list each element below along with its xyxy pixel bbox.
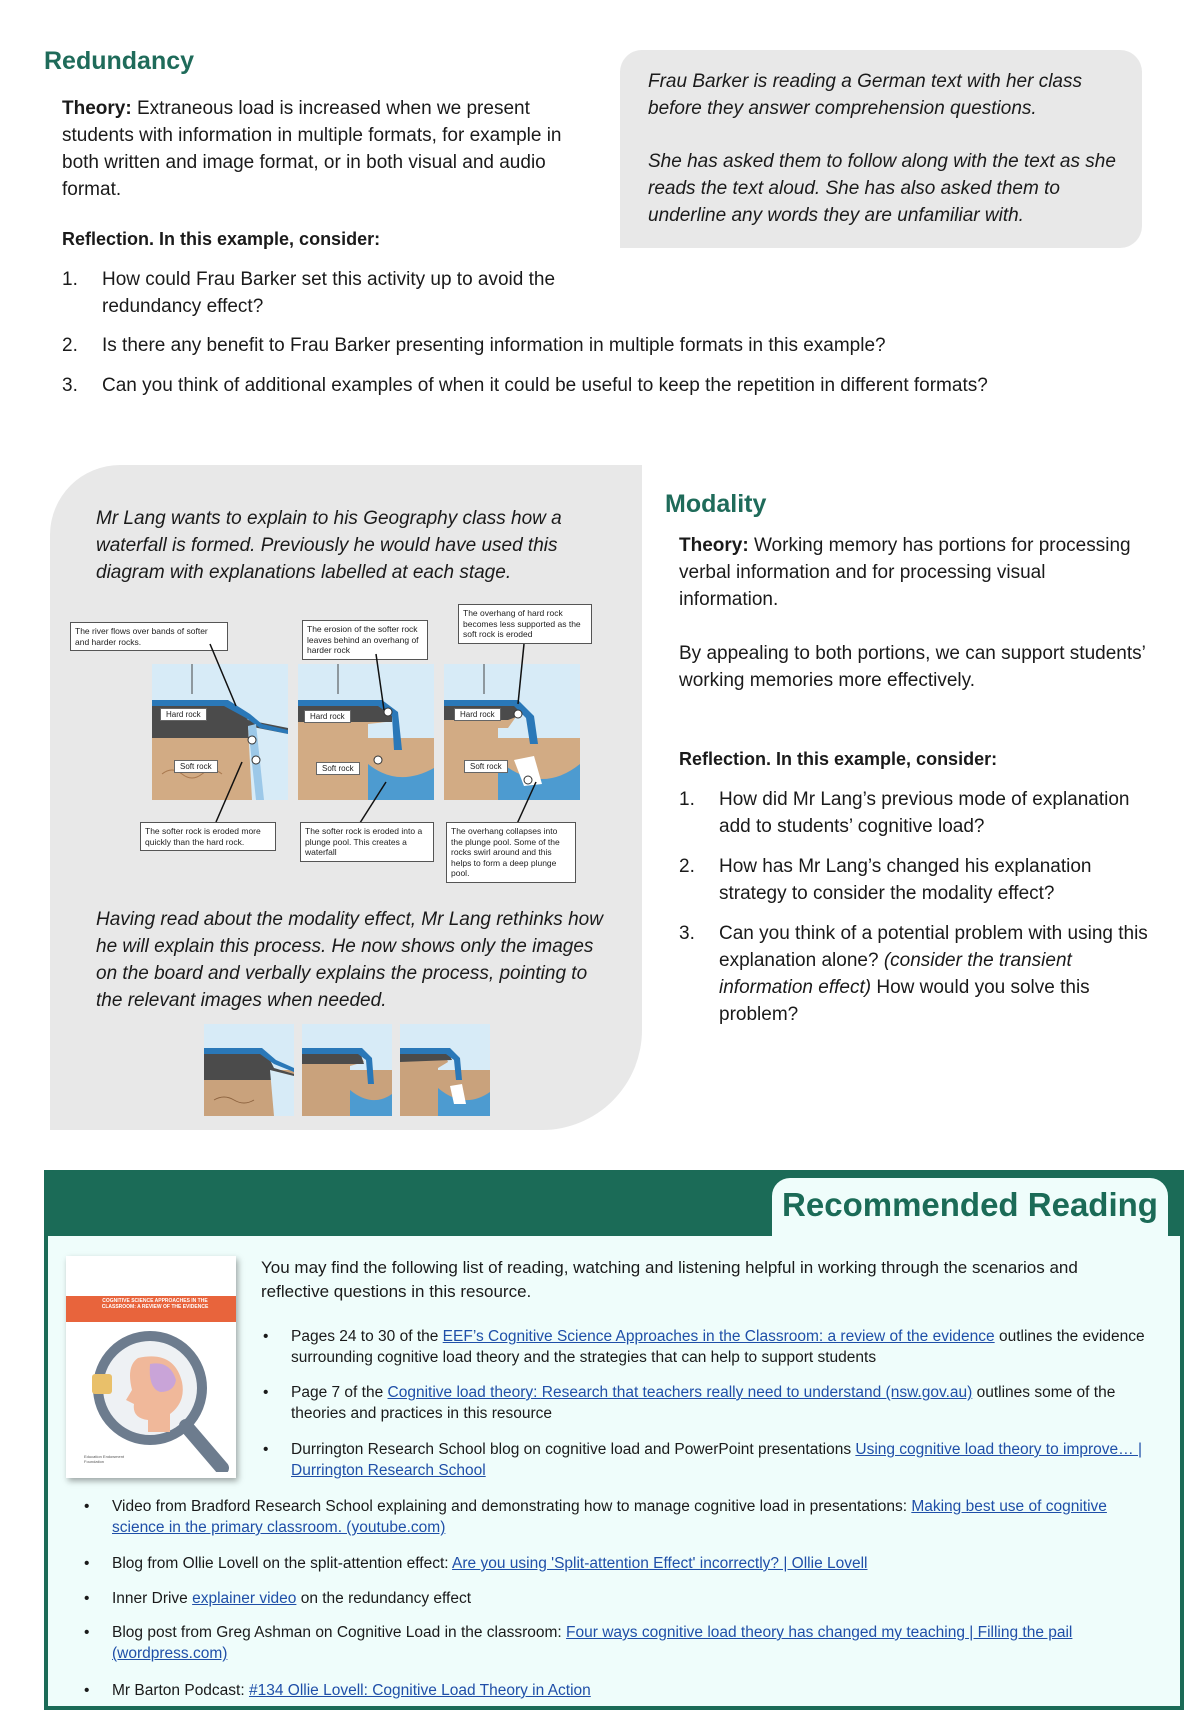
theory-label: Theory: <box>62 98 132 119</box>
item-text: Pages 24 to 30 of the <box>291 1328 443 1345</box>
question-text: Can you think of additional examples of when it could be useful to keep the repetition in different formats? <box>102 375 988 396</box>
inner-drive-video-link[interactable]: explainer video <box>192 1590 297 1607</box>
redundancy-reflection-heading: Reflection. In this example, consider: <box>62 229 381 249</box>
modality-question-1 <box>679 786 1159 840</box>
question-text: Is there any benefit to Frau Barker presenting information in multiple formats in this example? <box>102 335 886 356</box>
hard-rock-label-1: Hard rock <box>160 708 207 721</box>
item-text: Page 7 of the <box>291 1384 388 1401</box>
hard-rock-label-3: Hard rock <box>454 708 501 721</box>
mr-lang-scenario-p2: Having read about the modality effect, Mr Lang rethinks how he will explain this process. He now shows only the images on the board and verbally explains the process, pointing to the relevant images when needed. <box>96 909 603 1011</box>
greg-ashman-blog-link[interactable]: Four ways cognitive load theory has changed my teaching | Filling the pail (wordpress.com) <box>112 1624 1073 1662</box>
nsw-cognitive-load-link[interactable]: Cognitive load theory: Research that teachers really need to understand (nsw.gov.au) <box>387 1384 973 1401</box>
reading-item-7 <box>84 1622 1152 1664</box>
callout-softer-eroded: The softer rock is eroded more quickly than the hard rock. <box>140 822 276 851</box>
question-number: 1. <box>679 789 695 810</box>
question-number: 1. <box>62 269 78 290</box>
question-text: How could Frau Barker set this activity up to avoid the redundancy effect? <box>102 269 556 317</box>
bullet-glyph: • <box>84 1498 90 1515</box>
soft-rock-label-2: Soft rock <box>316 762 360 775</box>
theory-text: Working memory has portions for processing verbal information and for processing visual information. <box>679 535 1131 610</box>
mr-lang-scenario-p1: Mr Lang wants to explain to his Geography class how a waterfall is formed. Previously he would have used this diagram with explanations labelled at each stage. <box>96 508 562 583</box>
callout-erosion-overhang: The erosion of the softer rock leaves behind an overhang of harder rock <box>302 620 428 660</box>
question-number: 2. <box>62 335 78 356</box>
redundancy-question-2 <box>62 332 1162 359</box>
item-text: Durrington Research School blog on cognitive load and PowerPoint presentations <box>291 1441 856 1458</box>
bullet-glyph: • <box>263 1328 269 1345</box>
reading-item-8 <box>84 1680 1152 1701</box>
modality-theory <box>679 532 1149 613</box>
cover-org: Education Endowment Foundation <box>84 1454 125 1464</box>
magnifier-head-icon <box>66 1322 236 1472</box>
hard-rock-label-2: Hard rock <box>304 710 351 723</box>
callout-plunge-pool: The softer rock is eroded into a plunge pool. This creates a waterfall <box>300 822 434 862</box>
item-text: Inner Drive <box>112 1590 193 1607</box>
modality-theory-p2: By appealing to both portions, we can support students’ working memories more effectively. <box>679 643 1146 691</box>
item-text: Blog post from Greg Ashman on Cognitive Load in the classroom: <box>112 1624 567 1641</box>
reading-item-4 <box>84 1496 1152 1538</box>
modality-heading: Modality <box>665 490 767 518</box>
question-number: 3. <box>62 375 78 396</box>
mr-barton-podcast-link[interactable]: #134 Ollie Lovell: Cognitive Load Theory in Action <box>248 1682 591 1699</box>
redundancy-question-1 <box>62 266 592 320</box>
theory-text: Extraneous load is increased when we present students with information in multiple formats, for example in both written and image format, or in both visual and audio format. <box>62 98 562 200</box>
eef-report-cover <box>66 1256 236 1478</box>
item-text: Video from Bradford Research School explaining and demonstrating how to manage cognitive load in presentations: <box>112 1498 912 1515</box>
cover-title: COGNITIVE SCIENCE APPROACHES IN THE CLASSROOM: A REVIEW OF THE EVIDENCE <box>101 1298 209 1310</box>
reading-item-5 <box>84 1553 1152 1574</box>
modality-question-3 <box>679 920 1159 1028</box>
eef-review-link[interactable]: EEF’s Cognitive Science Approaches in the Classroom: a review of the evidence <box>442 1328 995 1345</box>
question-number: 3. <box>679 923 695 944</box>
waterfall-small-images <box>204 1024 490 1116</box>
soft-rock-label-3: Soft rock <box>464 760 508 773</box>
bullet-glyph: • <box>84 1682 90 1699</box>
bullet-glyph: • <box>84 1555 90 1572</box>
soft-rock-label-1: Soft rock <box>174 760 218 773</box>
frau-barker-scenario-p2: She has asked them to follow along with the text as she reads the text aloud. She has also asked them to underline any words they are unfamiliar with. <box>648 151 1116 226</box>
question-text-a: Can you think of a potential problem with using this explanation alone? <box>719 923 1148 971</box>
modality-question-2 <box>679 853 1159 907</box>
item-text-after: on the redundancy effect <box>296 1590 472 1607</box>
waterfall-diagram <box>66 600 606 890</box>
redundancy-theory <box>62 95 582 203</box>
modality-questions <box>679 786 1159 1041</box>
reading-item-1 <box>263 1326 1151 1368</box>
callout-river-flows: The river flows over bands of softer and harder rocks. <box>70 622 228 651</box>
recommended-reading-title: Recommended Reading <box>782 1186 1158 1223</box>
theory-label: Theory: <box>679 535 749 556</box>
reading-item-6 <box>84 1588 1152 1609</box>
item-text-after: outlines some of the theories and practices in this resource <box>291 1384 1116 1422</box>
reading-item-2 <box>263 1382 1151 1424</box>
item-text-after: outlines the evidence surrounding cognitive load theory and the strategies that can help to support students <box>291 1328 1145 1366</box>
question-text: How did Mr Lang’s previous mode of explanation add to students’ cognitive load? <box>719 789 1130 837</box>
question-number: 2. <box>679 856 695 877</box>
frau-barker-scenario-p1: Frau Barker is reading a German text with her class before they answer comprehension questions. <box>648 71 1083 119</box>
redundancy-heading: Redundancy <box>44 47 195 75</box>
callout-overhang-collapse: The overhang collapses into the plunge pool. Some of the rocks swirl around and this helps to form a deep plunge pool. <box>446 822 576 883</box>
bullet-glyph: • <box>84 1624 90 1641</box>
reading-item-3 <box>263 1439 1151 1481</box>
modality-reflection-heading: Reflection. In this example, consider: <box>679 749 998 769</box>
question-text-b: How would you solve this problem? <box>719 977 1090 1025</box>
durrington-blog-link[interactable]: Using cognitive load theory to improve… | Durrington Research School <box>291 1441 1142 1479</box>
question-text-italic: (consider the transient information effect) <box>719 950 1072 998</box>
redundancy-question-3 <box>62 372 1182 399</box>
ollie-lovell-blog-link[interactable]: Are you using 'Split-attention Effect' incorrectly? | Ollie Lovell <box>452 1555 868 1572</box>
recommended-reading-intro: You may find the following list of reading, watching and listening helpful in working through the scenarios and reflective questions in this resource. <box>261 1258 1078 1301</box>
callout-overhang-unsupported: The overhang of hard rock becomes less supported as the soft rock is eroded <box>458 604 592 644</box>
bullet-glyph: • <box>263 1441 269 1458</box>
bradford-video-link[interactable]: Making best use of cognitive science in the primary classroom. (youtube.com) <box>112 1498 1107 1536</box>
item-text: Blog from Ollie Lovell on the split-attention effect: <box>112 1555 453 1572</box>
question-text: How has Mr Lang’s changed his explanation strategy to consider the modality effect? <box>719 856 1092 904</box>
item-text: Mr Barton Podcast: <box>112 1682 249 1699</box>
bullet-glyph: • <box>263 1384 269 1401</box>
bullet-glyph: • <box>84 1590 90 1607</box>
